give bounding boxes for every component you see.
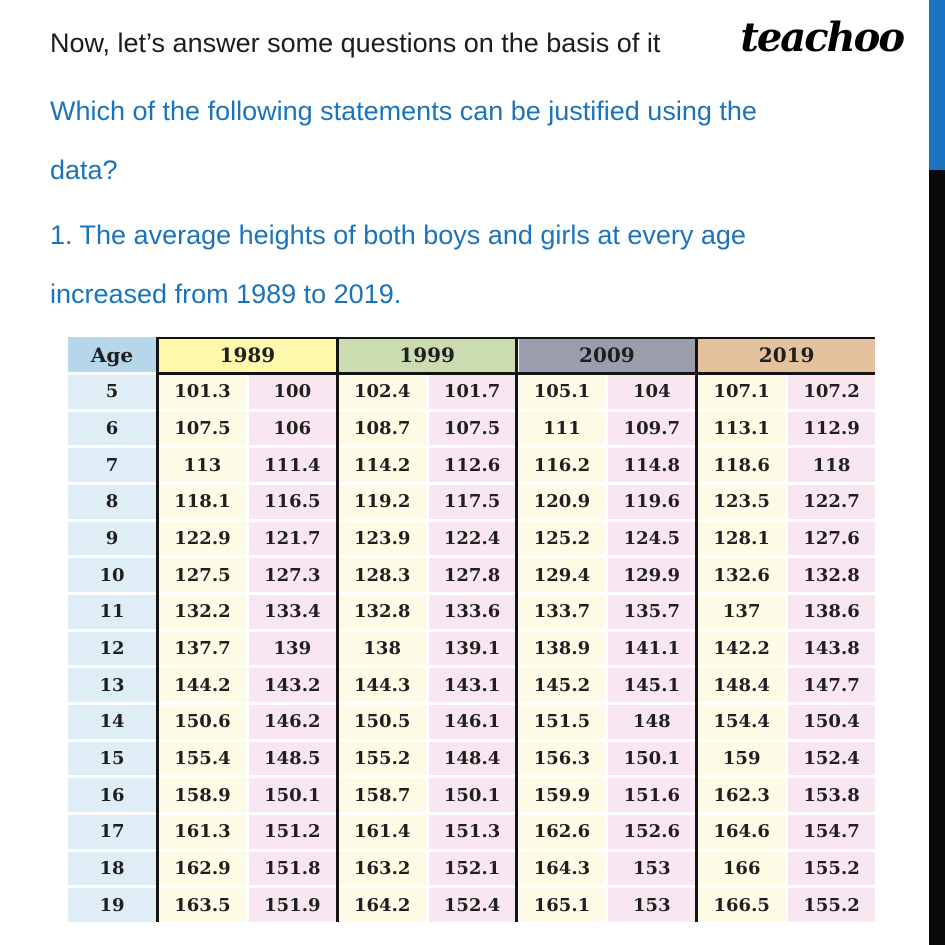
table-cell: 146.1 xyxy=(429,705,516,739)
statement-1-text xyxy=(50,212,910,330)
table-cell: 159.9 xyxy=(519,778,606,812)
table-cell: 148.4 xyxy=(698,668,785,702)
table-cell: 111.4 xyxy=(249,448,336,482)
table-cell: 132.6 xyxy=(698,558,785,592)
table-cell: 127.8 xyxy=(429,558,516,592)
table-cell: 164.6 xyxy=(698,815,785,849)
table-cell: 150.1 xyxy=(249,778,336,812)
table-cell: 117.5 xyxy=(429,485,516,519)
table-cell: 107.5 xyxy=(429,412,516,446)
table-cell: 116.2 xyxy=(519,448,606,482)
table-cell: 137.7 xyxy=(159,632,246,666)
table-cell: 155.4 xyxy=(159,742,246,776)
table-cell: 129.4 xyxy=(519,558,606,592)
table-age-cell: 11 xyxy=(68,595,156,629)
table-cell: 119.2 xyxy=(339,485,426,519)
table-cell: 148 xyxy=(608,705,695,739)
table-header-year-1989: 1989 xyxy=(159,337,336,372)
table-cell: 138.6 xyxy=(788,595,875,629)
table-cell: 132.2 xyxy=(159,595,246,629)
table-cell: 142.2 xyxy=(698,632,785,666)
table-cell: 138 xyxy=(339,632,426,666)
table-age-cell: 5 xyxy=(68,375,156,409)
table-cell: 150.4 xyxy=(788,705,875,739)
table-cell: 152.4 xyxy=(788,742,875,776)
table-cell: 145.1 xyxy=(608,668,695,702)
table-cell: 164.3 xyxy=(519,852,606,886)
page-heading: Now, let’s answer some questions on the basis of it xyxy=(50,28,661,58)
table-header-year-2009: 2009 xyxy=(519,337,696,372)
table-cell: 101.3 xyxy=(159,375,246,409)
table-age-cell: 6 xyxy=(68,412,156,446)
table-cell: 151.9 xyxy=(249,888,336,922)
table-header-year-1999: 1999 xyxy=(339,337,516,372)
table-cell: 137 xyxy=(698,595,785,629)
table-age-cell: 14 xyxy=(68,705,156,739)
table-cell: 151.3 xyxy=(429,815,516,849)
question-text xyxy=(50,88,910,206)
table-cell: 122.7 xyxy=(788,485,875,519)
table-age-cell: 13 xyxy=(68,668,156,702)
heights-table xyxy=(68,337,875,922)
table-cell: 150.1 xyxy=(429,778,516,812)
question-line-1: Which of the following statements can be justified using the xyxy=(50,96,757,126)
table-cell: 155.2 xyxy=(788,852,875,886)
table-age-cell: 10 xyxy=(68,558,156,592)
table-cell: 154.4 xyxy=(698,705,785,739)
question-line-2: data? xyxy=(50,155,118,185)
table-cell: 118.1 xyxy=(159,485,246,519)
table-cell: 162.9 xyxy=(159,852,246,886)
table-cell: 156.3 xyxy=(519,742,606,776)
table-cell: 164.2 xyxy=(339,888,426,922)
table-cell: 153.8 xyxy=(788,778,875,812)
table-cell: 166.5 xyxy=(698,888,785,922)
table-cell: 127.5 xyxy=(159,558,246,592)
table-cell: 141.1 xyxy=(608,632,695,666)
table-cell: 111 xyxy=(519,412,606,446)
teachoo-logo: teachoo xyxy=(740,14,903,61)
table-cell: 108.7 xyxy=(339,412,426,446)
table-cell: 102.4 xyxy=(339,375,426,409)
table-age-cell: 18 xyxy=(68,852,156,886)
table-cell: 128.1 xyxy=(698,522,785,556)
table-cell: 107.5 xyxy=(159,412,246,446)
table-age-cell: 12 xyxy=(68,632,156,666)
table-cell: 151.2 xyxy=(249,815,336,849)
table-cell: 112.6 xyxy=(429,448,516,482)
table-cell: 155.2 xyxy=(788,888,875,922)
statement-line-2: increased from 1989 to 2019. xyxy=(50,279,402,309)
table-cell: 150.6 xyxy=(159,705,246,739)
table-cell: 139.1 xyxy=(429,632,516,666)
table-cell: 135.7 xyxy=(608,595,695,629)
table-cell: 146.2 xyxy=(249,705,336,739)
table-cell: 132.8 xyxy=(339,595,426,629)
table-cell: 166 xyxy=(698,852,785,886)
table-separator-line xyxy=(515,337,518,922)
statement-line-1: 1. The average heights of both boys and girls at every age xyxy=(50,220,746,250)
table-cell: 158.9 xyxy=(159,778,246,812)
table-cell: 154.7 xyxy=(788,815,875,849)
table-cell: 138.9 xyxy=(519,632,606,666)
table-cell: 119.6 xyxy=(608,485,695,519)
table-cell: 122.4 xyxy=(429,522,516,556)
table-cell: 151.6 xyxy=(608,778,695,812)
table-cell: 158.7 xyxy=(339,778,426,812)
table-cell: 125.2 xyxy=(519,522,606,556)
table-header-top-border xyxy=(156,337,875,339)
table-cell: 128.3 xyxy=(339,558,426,592)
right-edge-black-bar xyxy=(929,170,945,945)
table-cell: 104 xyxy=(608,375,695,409)
table-cell: 116.5 xyxy=(249,485,336,519)
table-cell: 133.4 xyxy=(249,595,336,629)
table-cell: 152.1 xyxy=(429,852,516,886)
table-age-cell: 8 xyxy=(68,485,156,519)
table-cell: 139 xyxy=(249,632,336,666)
table-cell: 121.7 xyxy=(249,522,336,556)
table-cell: 155.2 xyxy=(339,742,426,776)
table-cell: 118.6 xyxy=(698,448,785,482)
table-cell: 147.7 xyxy=(788,668,875,702)
table-cell: 133.7 xyxy=(519,595,606,629)
right-edge-blue-bar xyxy=(929,0,945,170)
table-cell: 152.6 xyxy=(608,815,695,849)
table-cell: 143.8 xyxy=(788,632,875,666)
table-cell: 129.9 xyxy=(608,558,695,592)
table-cell: 123.9 xyxy=(339,522,426,556)
table-cell: 105.1 xyxy=(519,375,606,409)
table-cell: 114.8 xyxy=(608,448,695,482)
table-cell: 114.2 xyxy=(339,448,426,482)
table-cell: 148.4 xyxy=(429,742,516,776)
table-cell: 143.2 xyxy=(249,668,336,702)
table-cell: 101.7 xyxy=(429,375,516,409)
table-cell: 132.8 xyxy=(788,558,875,592)
table-cell: 143.1 xyxy=(429,668,516,702)
table-cell: 163.5 xyxy=(159,888,246,922)
table-cell: 152.4 xyxy=(429,888,516,922)
table-age-cell: 16 xyxy=(68,778,156,812)
heights-table-grid xyxy=(68,337,875,922)
table-header-bottom-border xyxy=(156,372,875,375)
table-cell: 120.9 xyxy=(519,485,606,519)
table-cell: 107.2 xyxy=(788,375,875,409)
table-cell: 109.7 xyxy=(608,412,695,446)
table-cell: 148.5 xyxy=(249,742,336,776)
table-cell: 144.2 xyxy=(159,668,246,702)
table-cell: 133.6 xyxy=(429,595,516,629)
table-age-cell: 15 xyxy=(68,742,156,776)
table-cell: 113.1 xyxy=(698,412,785,446)
table-cell: 100 xyxy=(249,375,336,409)
table-cell: 161.3 xyxy=(159,815,246,849)
table-cell: 145.2 xyxy=(519,668,606,702)
table-cell: 150.1 xyxy=(608,742,695,776)
table-cell: 118 xyxy=(788,448,875,482)
table-header-age: Age xyxy=(68,337,156,372)
table-header-year-2019: 2019 xyxy=(698,337,875,372)
table-cell: 113 xyxy=(159,448,246,482)
table-cell: 151.5 xyxy=(519,705,606,739)
table-age-cell: 9 xyxy=(68,522,156,556)
table-cell: 161.4 xyxy=(339,815,426,849)
table-cell: 144.3 xyxy=(339,668,426,702)
table-cell: 127.6 xyxy=(788,522,875,556)
table-cell: 153 xyxy=(608,852,695,886)
table-separator-line xyxy=(336,337,339,922)
table-cell: 112.9 xyxy=(788,412,875,446)
table-cell: 127.3 xyxy=(249,558,336,592)
table-cell: 159 xyxy=(698,742,785,776)
table-cell: 150.5 xyxy=(339,705,426,739)
table-cell: 123.5 xyxy=(698,485,785,519)
table-cell: 124.5 xyxy=(608,522,695,556)
table-separator-line xyxy=(156,337,159,922)
table-cell: 153 xyxy=(608,888,695,922)
table-cell: 163.2 xyxy=(339,852,426,886)
table-cell: 106 xyxy=(249,412,336,446)
table-cell: 151.8 xyxy=(249,852,336,886)
table-age-cell: 17 xyxy=(68,815,156,849)
table-cell: 162.6 xyxy=(519,815,606,849)
table-age-cell: 19 xyxy=(68,888,156,922)
table-cell: 107.1 xyxy=(698,375,785,409)
table-cell: 162.3 xyxy=(698,778,785,812)
table-cell: 165.1 xyxy=(519,888,606,922)
table-cell: 122.9 xyxy=(159,522,246,556)
table-age-cell: 7 xyxy=(68,448,156,482)
table-separator-line xyxy=(695,337,698,922)
